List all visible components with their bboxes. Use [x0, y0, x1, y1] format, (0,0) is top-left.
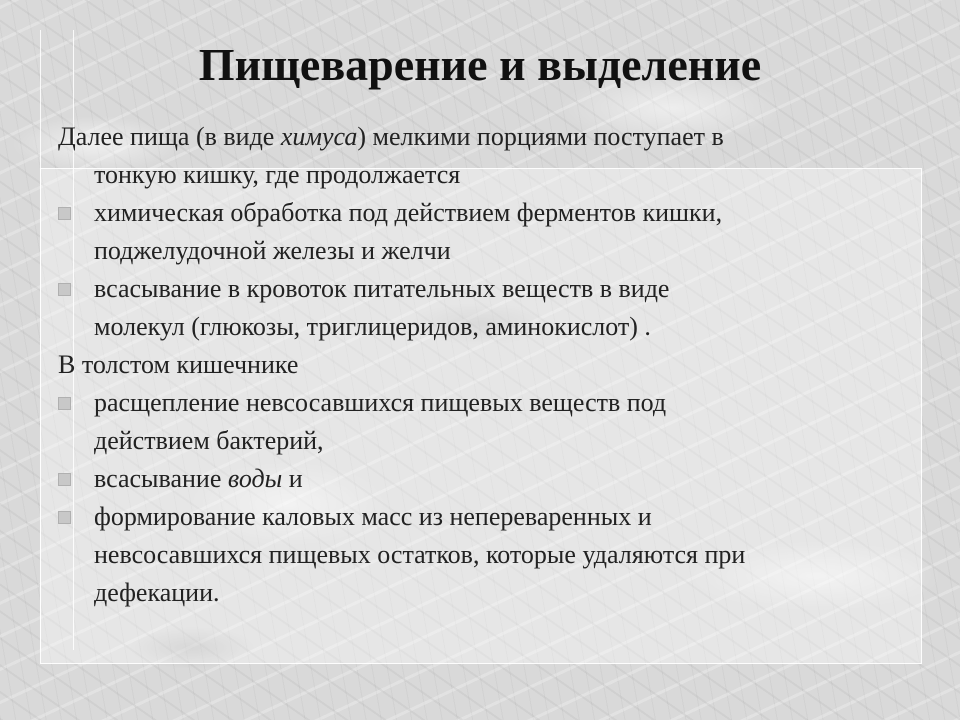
list-item-line — [94, 460, 918, 498]
slide-body — [58, 118, 918, 612]
item-italic-term: воды — [227, 464, 283, 493]
list-item — [58, 460, 918, 498]
list-item-line: поджелудочной железы и желчи — [94, 236, 451, 265]
item-text-after: и — [282, 464, 303, 493]
slide-title: Пищеварение и выделение — [198, 39, 762, 90]
list-item-line: всасывание в кровоток питательных веществ в виде — [94, 274, 670, 303]
list-item-line: дефекации. — [94, 578, 220, 607]
list-item-line: молекул (глюкозы, триглицеридов, аминокислот) . — [94, 312, 651, 341]
list-item — [58, 194, 918, 270]
bullet-square-icon — [58, 207, 71, 220]
list-item — [58, 498, 918, 612]
list-item-line: действием бактерий, — [94, 426, 324, 455]
list-item-line: расщепление невсосавшихся пищевых веществ под — [94, 388, 667, 417]
bullet-square-icon — [58, 283, 71, 296]
item-text-before: всасывание — [94, 464, 228, 493]
list-item — [58, 384, 918, 460]
list-item-line: формирование каловых масс из непереваренных и — [94, 502, 652, 531]
intro-text-after: ) мелкими порциями поступает в — [357, 122, 724, 151]
list-item-line: невсосавшихся пищевых остатков, которые удаляются при — [94, 540, 746, 569]
large-intestine-heading: В толстом кишечнике — [58, 350, 299, 379]
list-item — [58, 270, 918, 346]
list-item-line: химическая обработка под действием ферментов кишки, — [94, 198, 723, 227]
intro-italic-term: химуса — [280, 122, 358, 151]
bullet-square-icon — [58, 473, 71, 486]
intro-continuation: тонкую кишку, где продолжается — [94, 160, 461, 189]
bullet-square-icon — [58, 397, 71, 410]
intro-paragraph — [58, 118, 918, 194]
bullet-square-icon — [58, 511, 71, 524]
intro-text-before: Далее пища (в виде — [58, 122, 281, 151]
